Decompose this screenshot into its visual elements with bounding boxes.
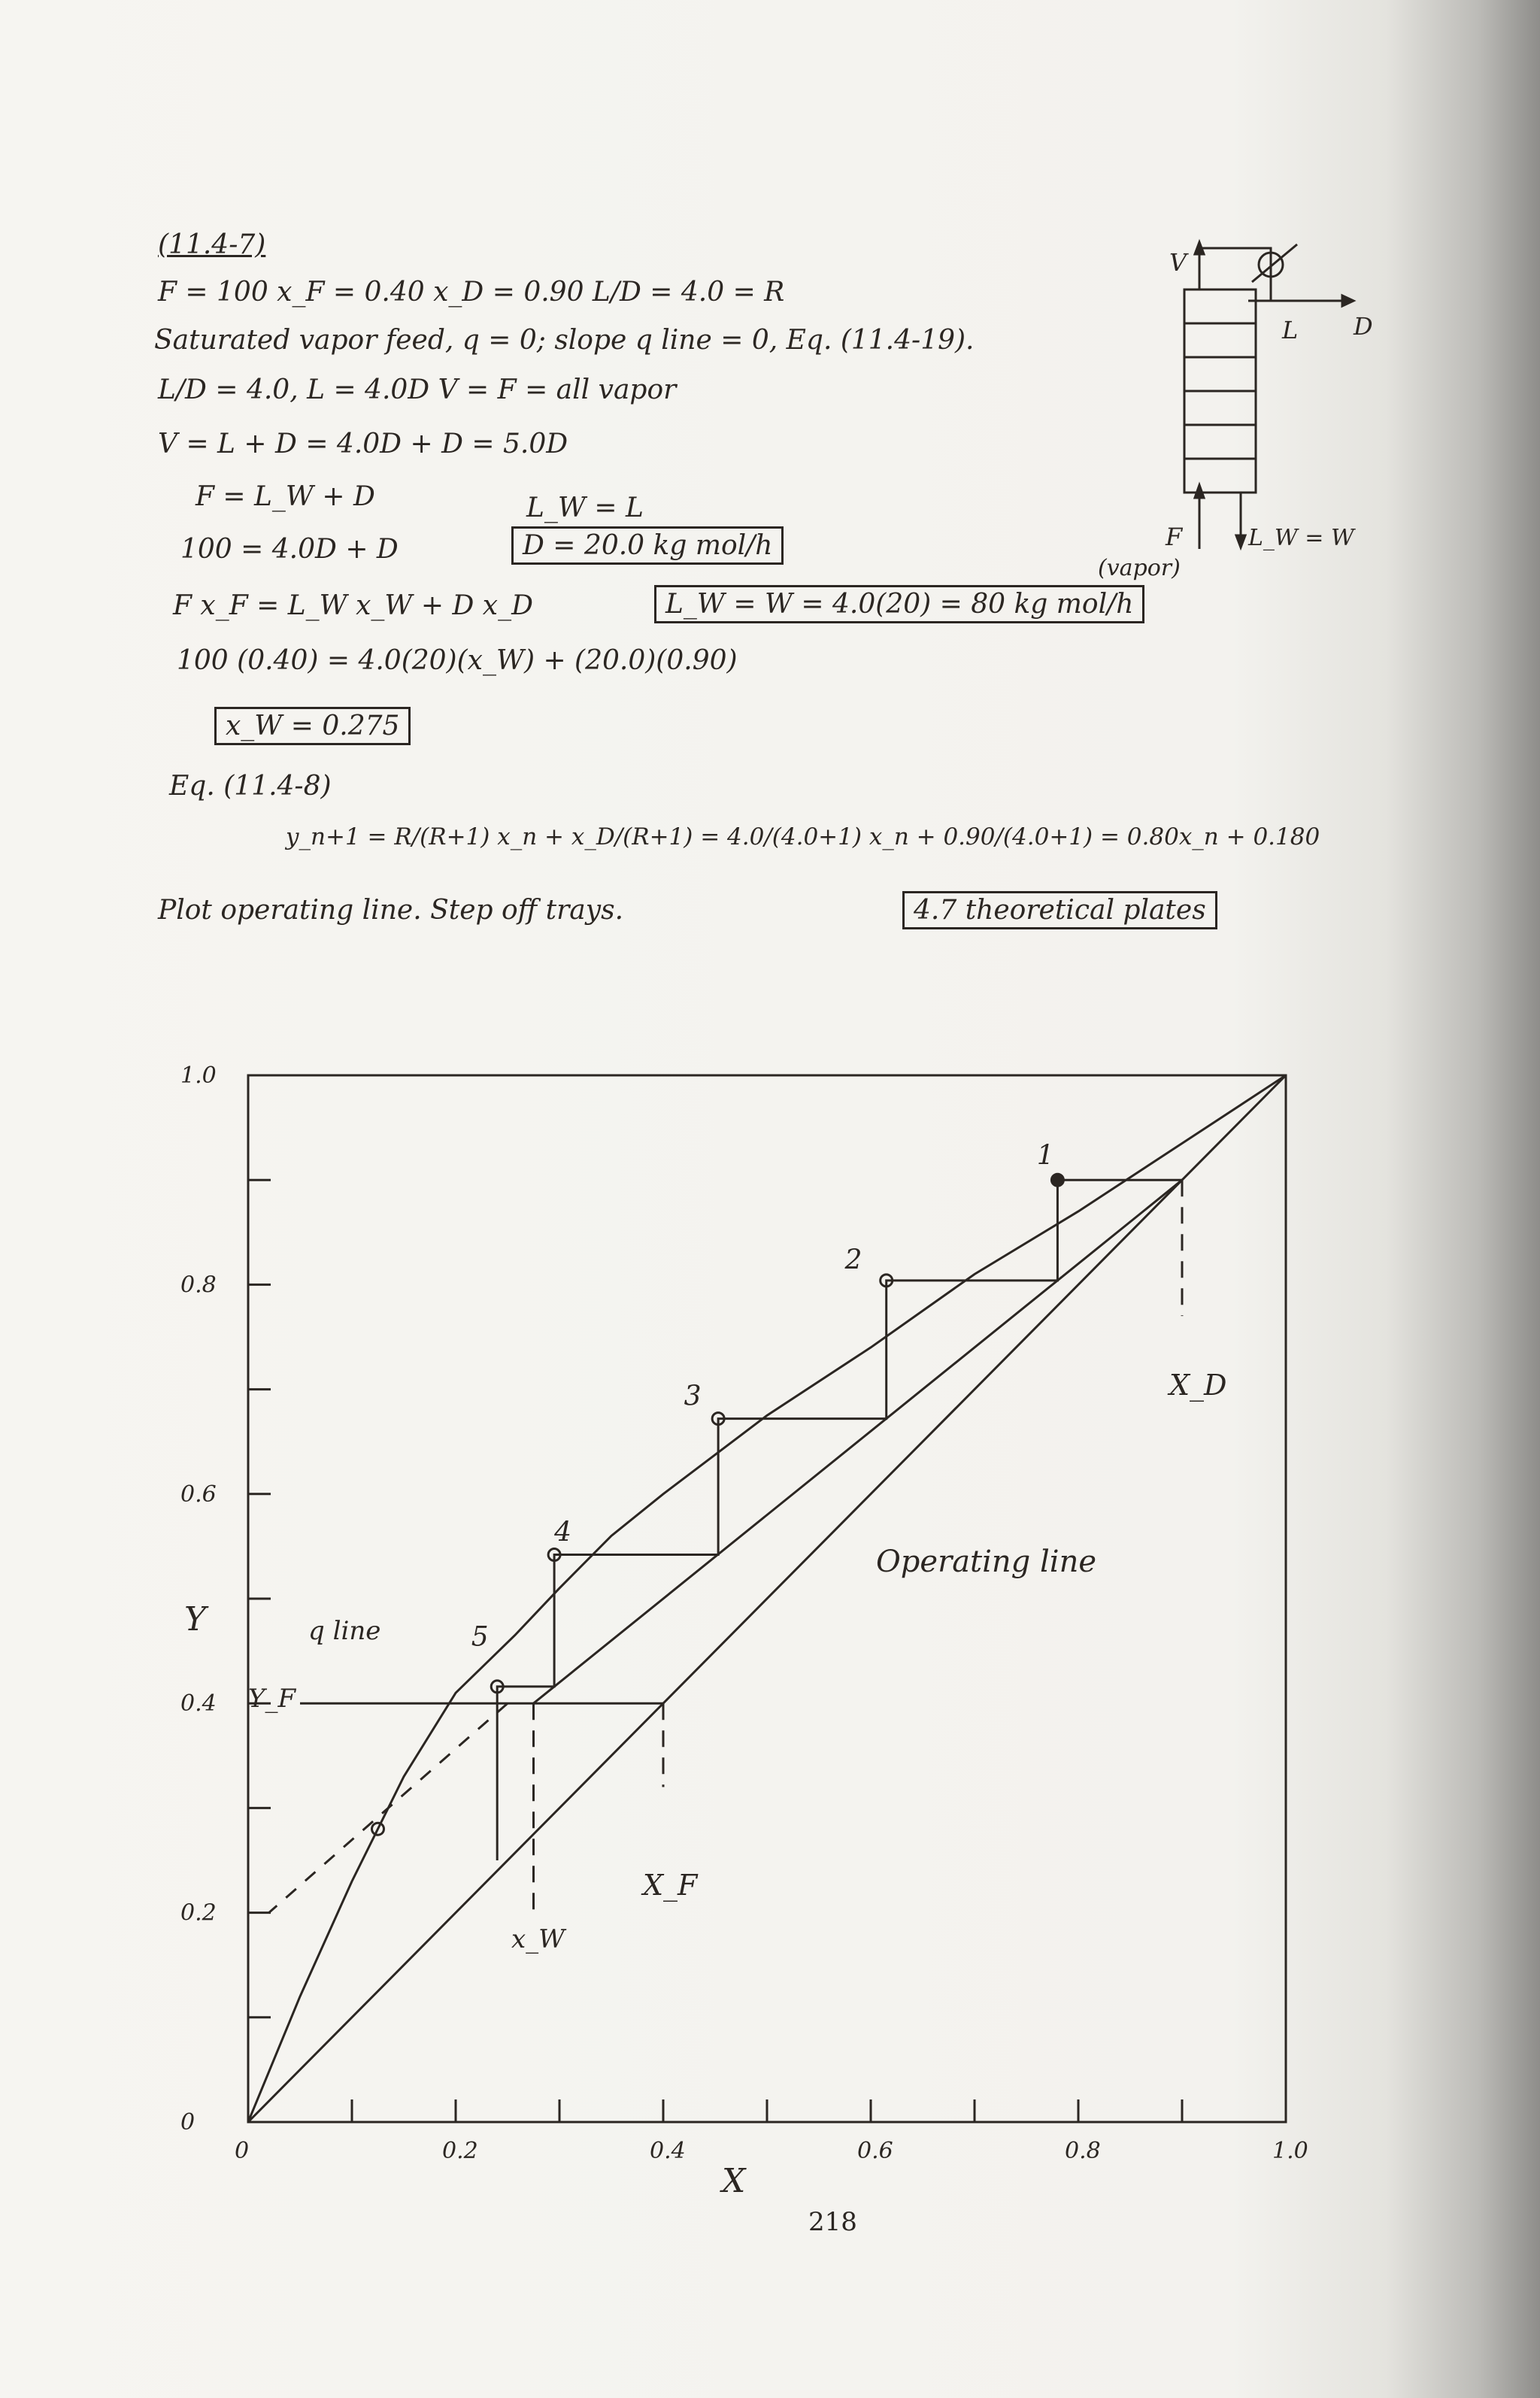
given-values: F = 100 x_F = 0.40 x_D = 0.90 L/D = 4.0 = R (158, 277, 785, 308)
x-tick-label: 1.0 (1272, 2138, 1308, 2164)
xf-label: X_F (643, 1869, 698, 1902)
plate-number-label: 5 (471, 1621, 489, 1653)
plate-number-label: 2 (844, 1244, 862, 1276)
y-tick-label: 0.6 (180, 1481, 217, 1508)
problem-number: (11.4-7) (158, 229, 266, 260)
xd-label: X_D (1169, 1369, 1227, 1402)
feed-condition: Saturated vapor feed, q = 0; slope q line = 0, Eq. (11.4-19). (154, 325, 975, 356)
operating-line-equation: y_n+1 = R/(R+1) x_n + x_D/(R+1) = 4.0/(4.0+1) x_n + 0.90/(4.0+1) = 0.80x_n + 0.180 (286, 823, 1320, 850)
diagonal-line (248, 1075, 1286, 2122)
x-axis-label: X (722, 2162, 746, 2200)
y-tick-label: 0.8 (180, 1272, 217, 1299)
distillate-result: D = 20.0 kg mol/h (511, 526, 784, 565)
plate-number-label: 3 (684, 1381, 702, 1412)
vapor-balance: V = L + D = 4.0D + D = 5.0D (158, 429, 568, 459)
liquid-relation: L_W = L (526, 493, 644, 523)
y-tick-label: 1.0 (180, 1063, 217, 1089)
x-tick-label: 0.2 (442, 2138, 478, 2164)
label-D: D (1354, 312, 1373, 341)
y-axis-label: Y (184, 1600, 207, 1639)
tray-point (1051, 1174, 1063, 1186)
operating-line-label: Operating line (876, 1545, 1097, 1579)
x-tick-label: 0 (235, 2138, 250, 2164)
page-number: 218 (808, 2207, 857, 2237)
y-tick-label: 0.2 (180, 1899, 217, 1927)
plate-number-label: 1 (1036, 1140, 1054, 1172)
q-line-extension (269, 1703, 508, 1912)
bottoms-flow-result: L_W = W = 4.0(20) = 80 kg mol/h (654, 585, 1144, 623)
label-L: L (1282, 316, 1299, 344)
balance-numeric: 100 = 4.0D + D (180, 534, 399, 565)
component-balance: F x_F = L_W x_W + D x_D (173, 590, 533, 621)
plot-instruction: Plot operating line. Step off trays. (158, 895, 624, 926)
plate-number-label: 4 (554, 1517, 572, 1548)
component-numeric: 100 (0.40) = 4.0(20)(x_W) + (20.0)(0.90) (177, 645, 738, 676)
label-vapor: (vapor) (1098, 555, 1181, 581)
xw-result: x_W = 0.275 (214, 707, 411, 745)
equation-ref: Eq. (11.4-8) (169, 771, 332, 802)
label-F: F (1166, 523, 1183, 551)
label-V: V (1169, 248, 1187, 277)
xw-label: x_W (511, 1924, 565, 1954)
overall-balance: F = L_W + D (196, 481, 375, 512)
reflux-relations: L/D = 4.0, L = 4.0D V = F = all vapor (158, 374, 677, 405)
yf-label: Y_F (248, 1684, 296, 1714)
label-Lw: L_W = W (1248, 525, 1354, 551)
x-tick-label: 0.8 (1065, 2138, 1101, 2164)
q-line-label: q line (308, 1616, 381, 1646)
plates-result: 4.7 theoretical plates (902, 891, 1217, 929)
y-tick-label: 0.4 (180, 1690, 217, 1717)
x-tick-label: 0.4 (650, 2138, 686, 2164)
y-tick-label: 0 (180, 2109, 196, 2136)
x-tick-label: 0.6 (857, 2138, 893, 2164)
